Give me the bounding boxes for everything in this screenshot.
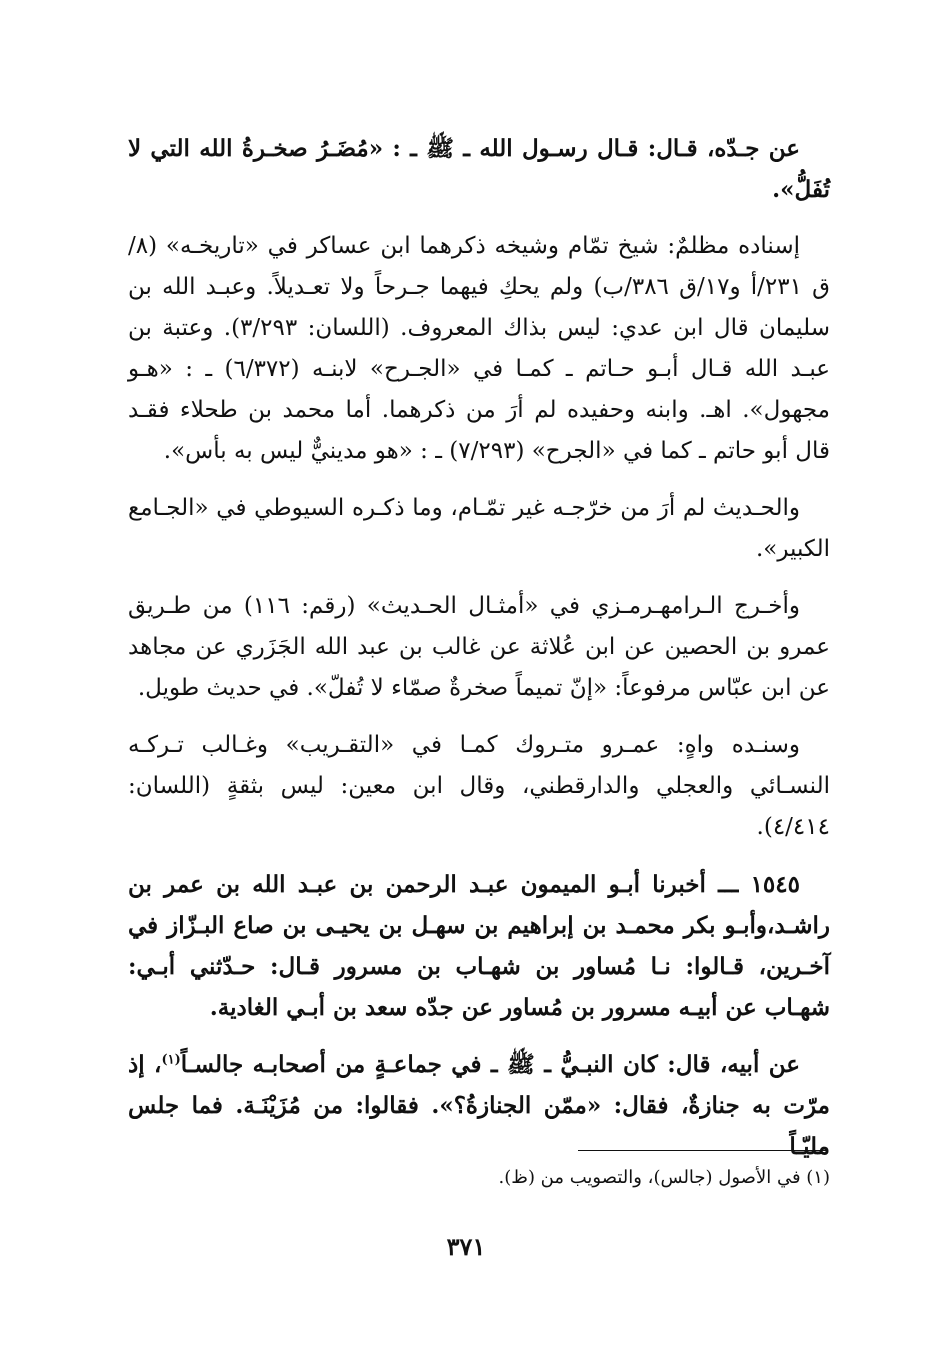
footnote-separator — [578, 1150, 828, 1151]
paragraph-sanad-weak: وسنـده واهٍ: عمـرو متـروك كمـا في «التقـريب» وغـالب تـركـه النسـائي والعجلي والدارقطني، وقال ابن معين: ليس بثقةٍ (اللسان: ٤/٤١٤). — [128, 732, 830, 840]
hadith-dash: ـــ — [718, 871, 739, 898]
main-text — [128, 128, 830, 1183]
hadith-number: ١٥٤٥ — [750, 871, 800, 898]
paragraph-hadith-matn — [128, 1044, 830, 1167]
paragraph-isnad-critique: إسناده مظلمٌ: شيخ تمّام وشيخه ذكرهما ابن عساكر في «تاريخـه» (٨/ق ٢٣١/أ و١٧/ق ٣٨٦/ب) ولم يحكِ فيهما جـرحاً ولا تعـديلاً. وعبـد الله بن سليمان قال ابن عدي: ليس بذاك المعروف. (اللسان: ٣/٢٩٣). وعتبة بن عبـد الله قـال أبـو حـاتم ـ كمـا في «الجـرح» لابنـه (٦/٣٧٢) ـ : «هـو مجهول». اهـ. وابنه وحفيده لم أرَ من ذكرهما. أما محمد بن طحلاء فقـد قال أبو حاتم ـ كما في «الجرح» (٧/٢٩٣) ـ : «هو مدينيٌّ ليس به بأس». — [128, 233, 831, 464]
paragraph-takhrij: والحـديث لم أرَ من خرّجـه غير تمّـام، وما ذكـره السيوطي في «الجـامع الكبير». — [128, 495, 830, 562]
footnote-reference: (١) — [161, 1052, 181, 1068]
paragraph-hadith-1545 — [128, 864, 830, 1028]
paragraph-hadith-ending: عن جـدّه، قـال: قـال رسـول الله ـ ﷺ ـ : «مُضَـرُ صخـرةُ الله التي لا تُفَلُّ». — [128, 135, 830, 203]
matn-part-1: عن أبيه، قال: كان النبـيُّ ـ ﷺ ـ في جماعـةٍ من أصحابـه جالسـاً — [180, 1051, 800, 1078]
matn-part-2: ، إذ مرّت به جنازةٌ، فقال: «ممّن الجنازةُ؟». فقالوا: من مُزَيْنَـة. فما جلس مليّـاً — [128, 1051, 830, 1160]
hadith-isnad: أخبرنا أبـو الميمون عبـد الرحمن بن عبـد الله بن عمر بن راشـد،وأبـو بكر محمـد بن إبراهيم بن سهـل بن يحيـى بن صاع البـزّاز في آخـرين، قـالوا: نـا مُساور بن شهـاب بن مسرور قـال: حـدّثني أبـي: شهـاب عن أبيـه مسرور بن مُساور عن جدّه سعد بن أبـي الغادية. — [128, 871, 830, 1021]
footnote: (١) في الأصول (جالس)، والتصويب من (ظ). — [498, 1167, 830, 1188]
paragraph-ramahurmuzi: وأخـرج الـرامهـرمـزي في «أمثـال الحـديث» (رقم: ١١٦) من طـريق عمرو بن الحصين عن ابن عُلاثة عن غالب بن عبد الله الجَزَري عن مجاهد عن ابن عبّاس مرفوعاً: «إنّ تميماً صخرةٌ صمّاء لا تُفلّ». في حديث طويل. — [128, 593, 830, 701]
page-number: ٣٧١ — [446, 1232, 486, 1261]
